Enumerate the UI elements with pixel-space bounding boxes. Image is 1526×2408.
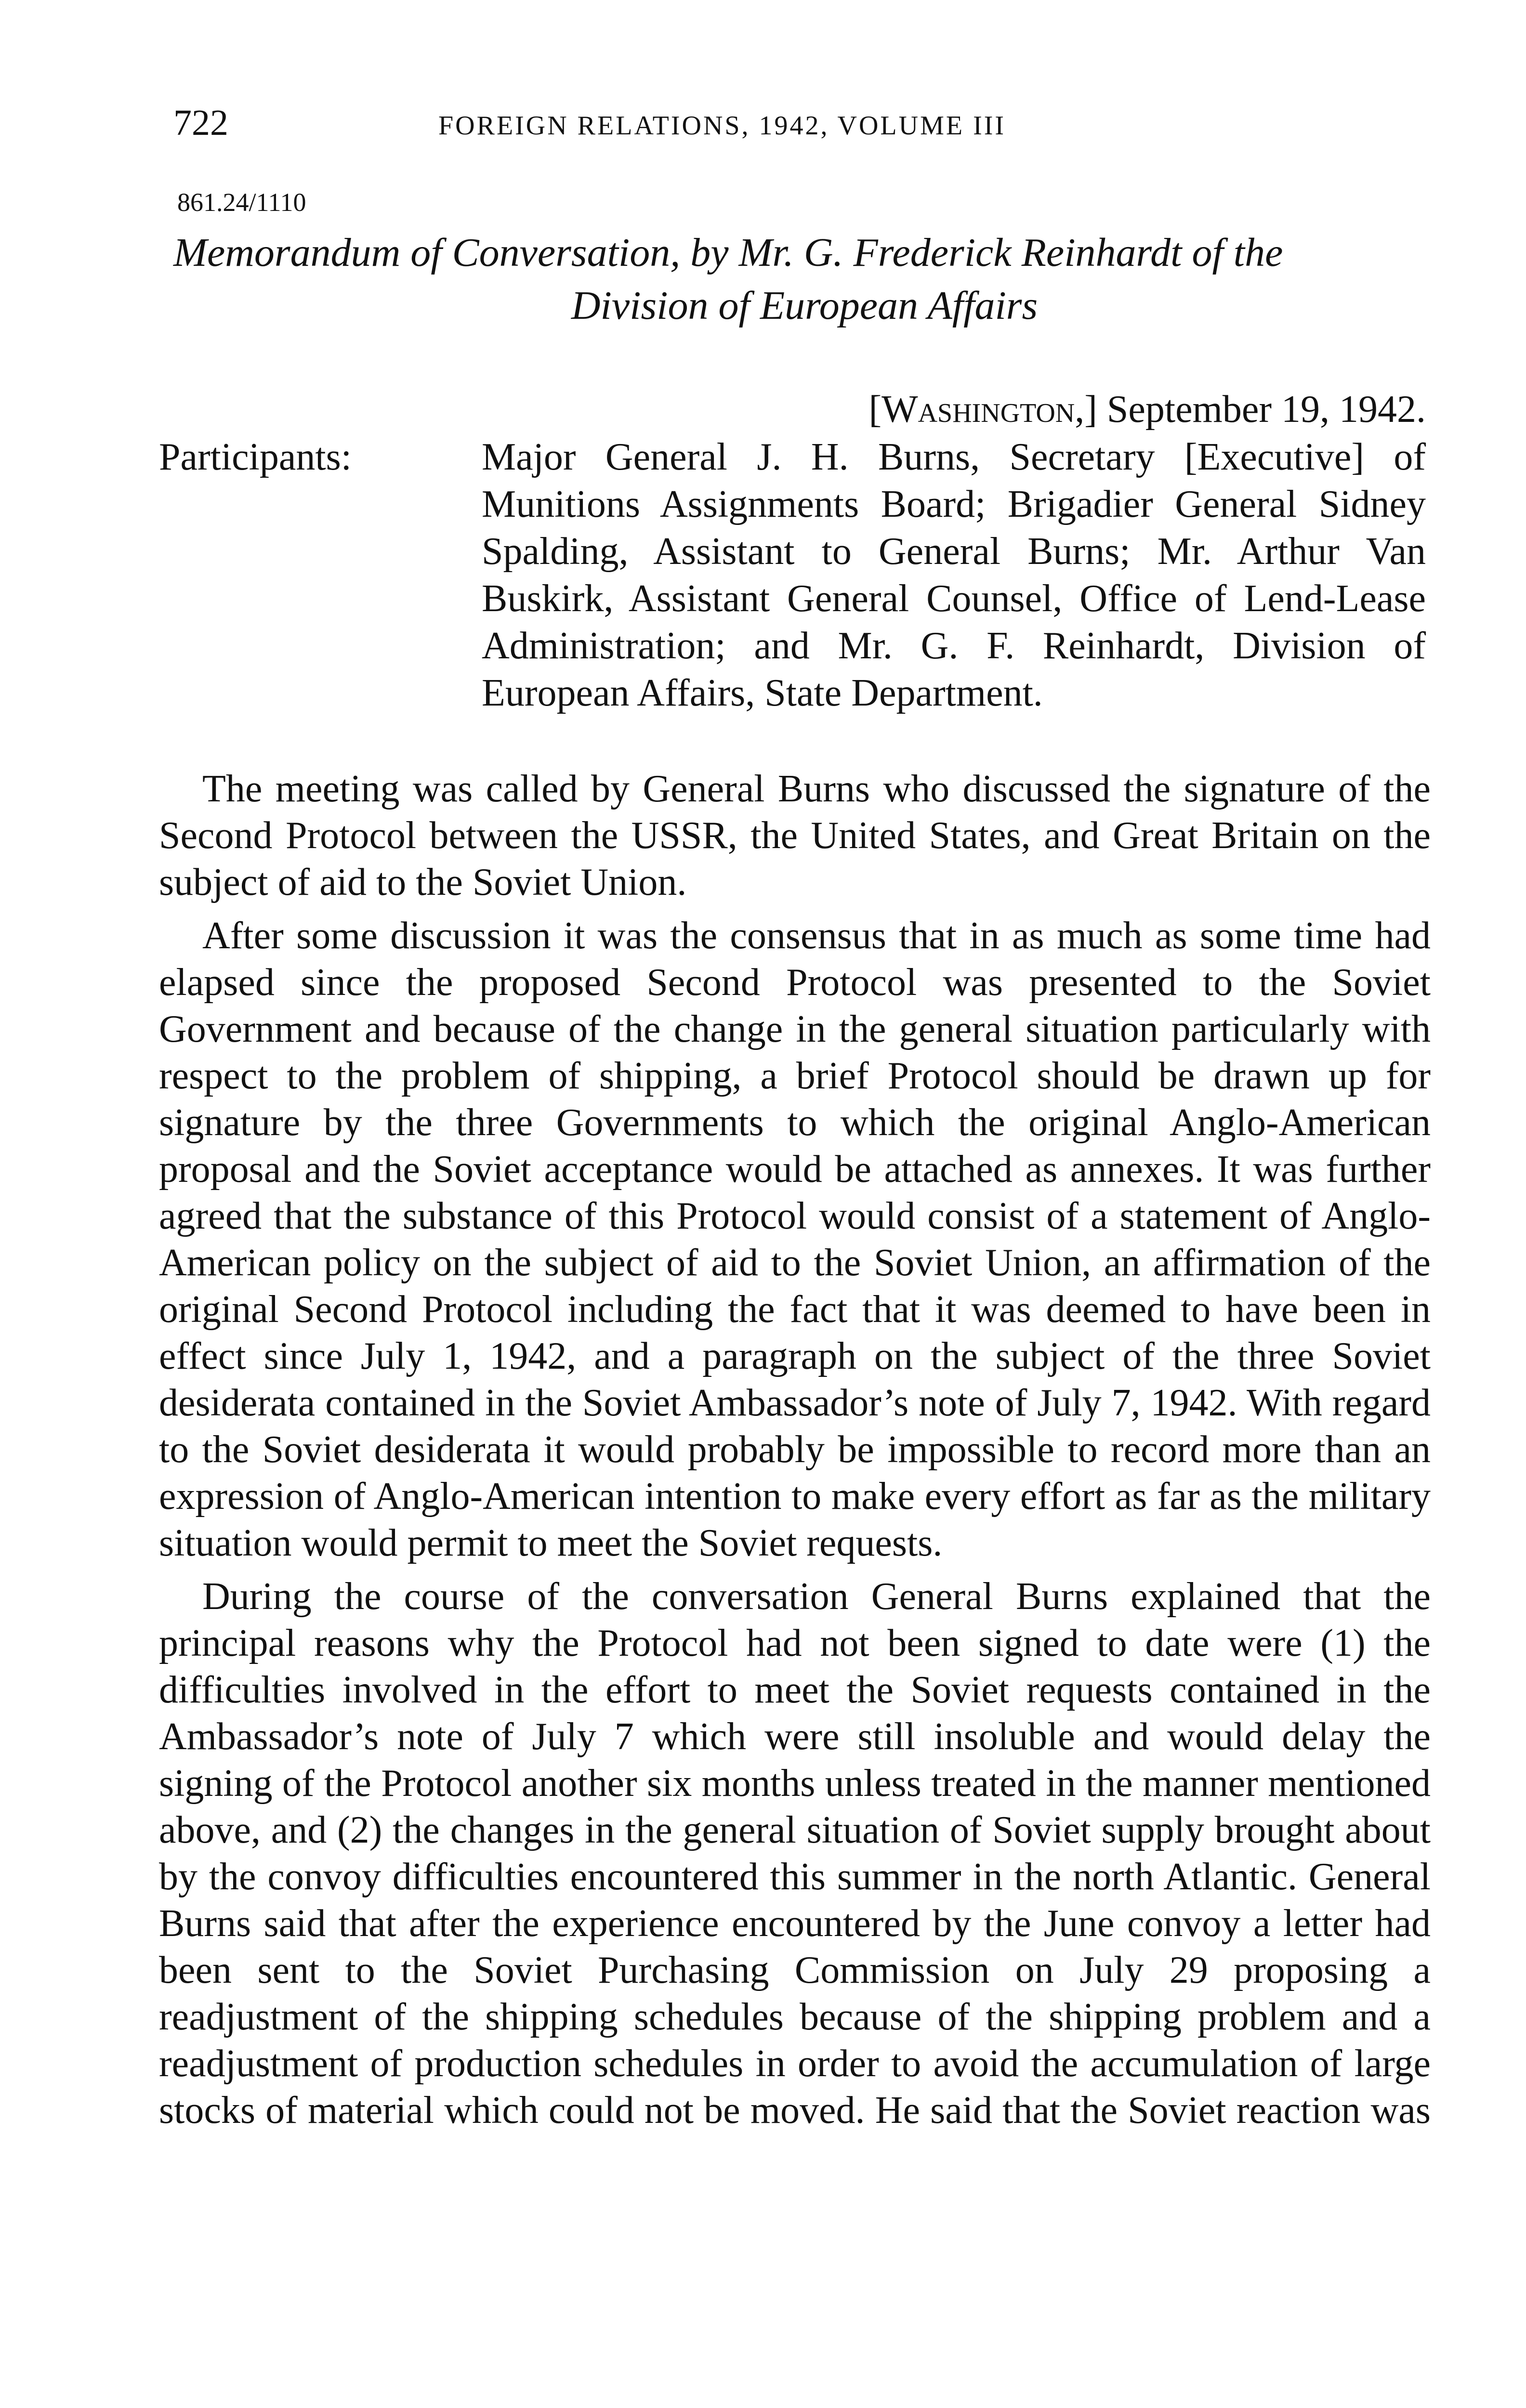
heading-line-1: Memorandum of Conversation, by Mr. G. Frederick Reinhardt of the: [173, 230, 1283, 275]
document-heading: [173, 226, 1435, 332]
file-number: 861.24/1110: [177, 188, 306, 217]
dateline: [771, 383, 1426, 436]
dateline-date: September 19, 1942.: [1106, 388, 1426, 431]
page-number: 722: [173, 103, 228, 143]
body-paragraph: After some discussion it was the consensus that in as much as some time had elapsed since the proposed Second Protocol was presented to the Soviet Government and because of the change in the general situation particularly with respect to the problem of shipping, a brief Protocol should be drawn up for signature by the three Governments to which the original Anglo-American proposal and the Soviet acceptance would be attached as annexes. It was further agreed that the substance of this Protocol would consist of a statement of Anglo-American policy on the subject of aid to the Soviet Union, an affirmation of the original Second Protocol including the fact that it was deemed to have been in effect since July 1, 1942, and a paragraph on the subject of the three Soviet desiderata contained in the Soviet Ambassador’s note of July 7, 1942. With regard to the Soviet desiderata it would probably be impossible to record more than an expression of Anglo-American intention to make every effort as far as the military situation would permit to meet the Soviet requests.: [159, 915, 1431, 1564]
dateline-place: [Washington,]: [868, 388, 1097, 431]
participants-label: Participants:: [159, 436, 352, 478]
body-paragraph: During the course of the conversation General Burns explained that the principal reasons why the Protocol had not been signed to date were (1) the difficulties involved in the effort to meet the Soviet requests contained in the Ambassador’s note of July 7 which were still insoluble and would delay the signing of the Protocol another six months unless treated in the manner mentioned above, and (2) the changes in the general situation of Soviet supply brought about by the convoy difficulties encountered this summer in the north Atlantic. General Burns said that after the experience encountered by the June convoy a letter had been sent to the Soviet Purchasing Commission on July 29 proposing a readjustment of the shipping schedules because of the shipping problem and a readjustment of production schedules in order to avoid the accumulation of large stocks of material which could not be moved. He said that the Soviet reaction was: [159, 1575, 1431, 2132]
participants-list: Major General J. H. Burns, Secretary [Executive] of Munitions Assignments Board; Brigadier General Sidney Spalding, Assistant to General Burns; Mr. Arthur Van Buskirk, Assistant General Counsel, Office of Lend-Lease Administration; and Mr. G. F. Reinhardt, Division of European Affairs, State Department.: [482, 436, 1426, 714]
memorandum-body: [159, 766, 1431, 2141]
heading-line-2: Division of European Affairs: [571, 283, 1038, 328]
body-paragraph: The meeting was called by General Burns who discussed the signature of the Second Protocol between the USSR, the United States, and Great Britain on the subject of aid to the Soviet Union.: [159, 768, 1431, 903]
running-head: [173, 96, 1407, 154]
running-title: FOREIGN RELATIONS, 1942, VOLUME III: [438, 111, 1006, 141]
